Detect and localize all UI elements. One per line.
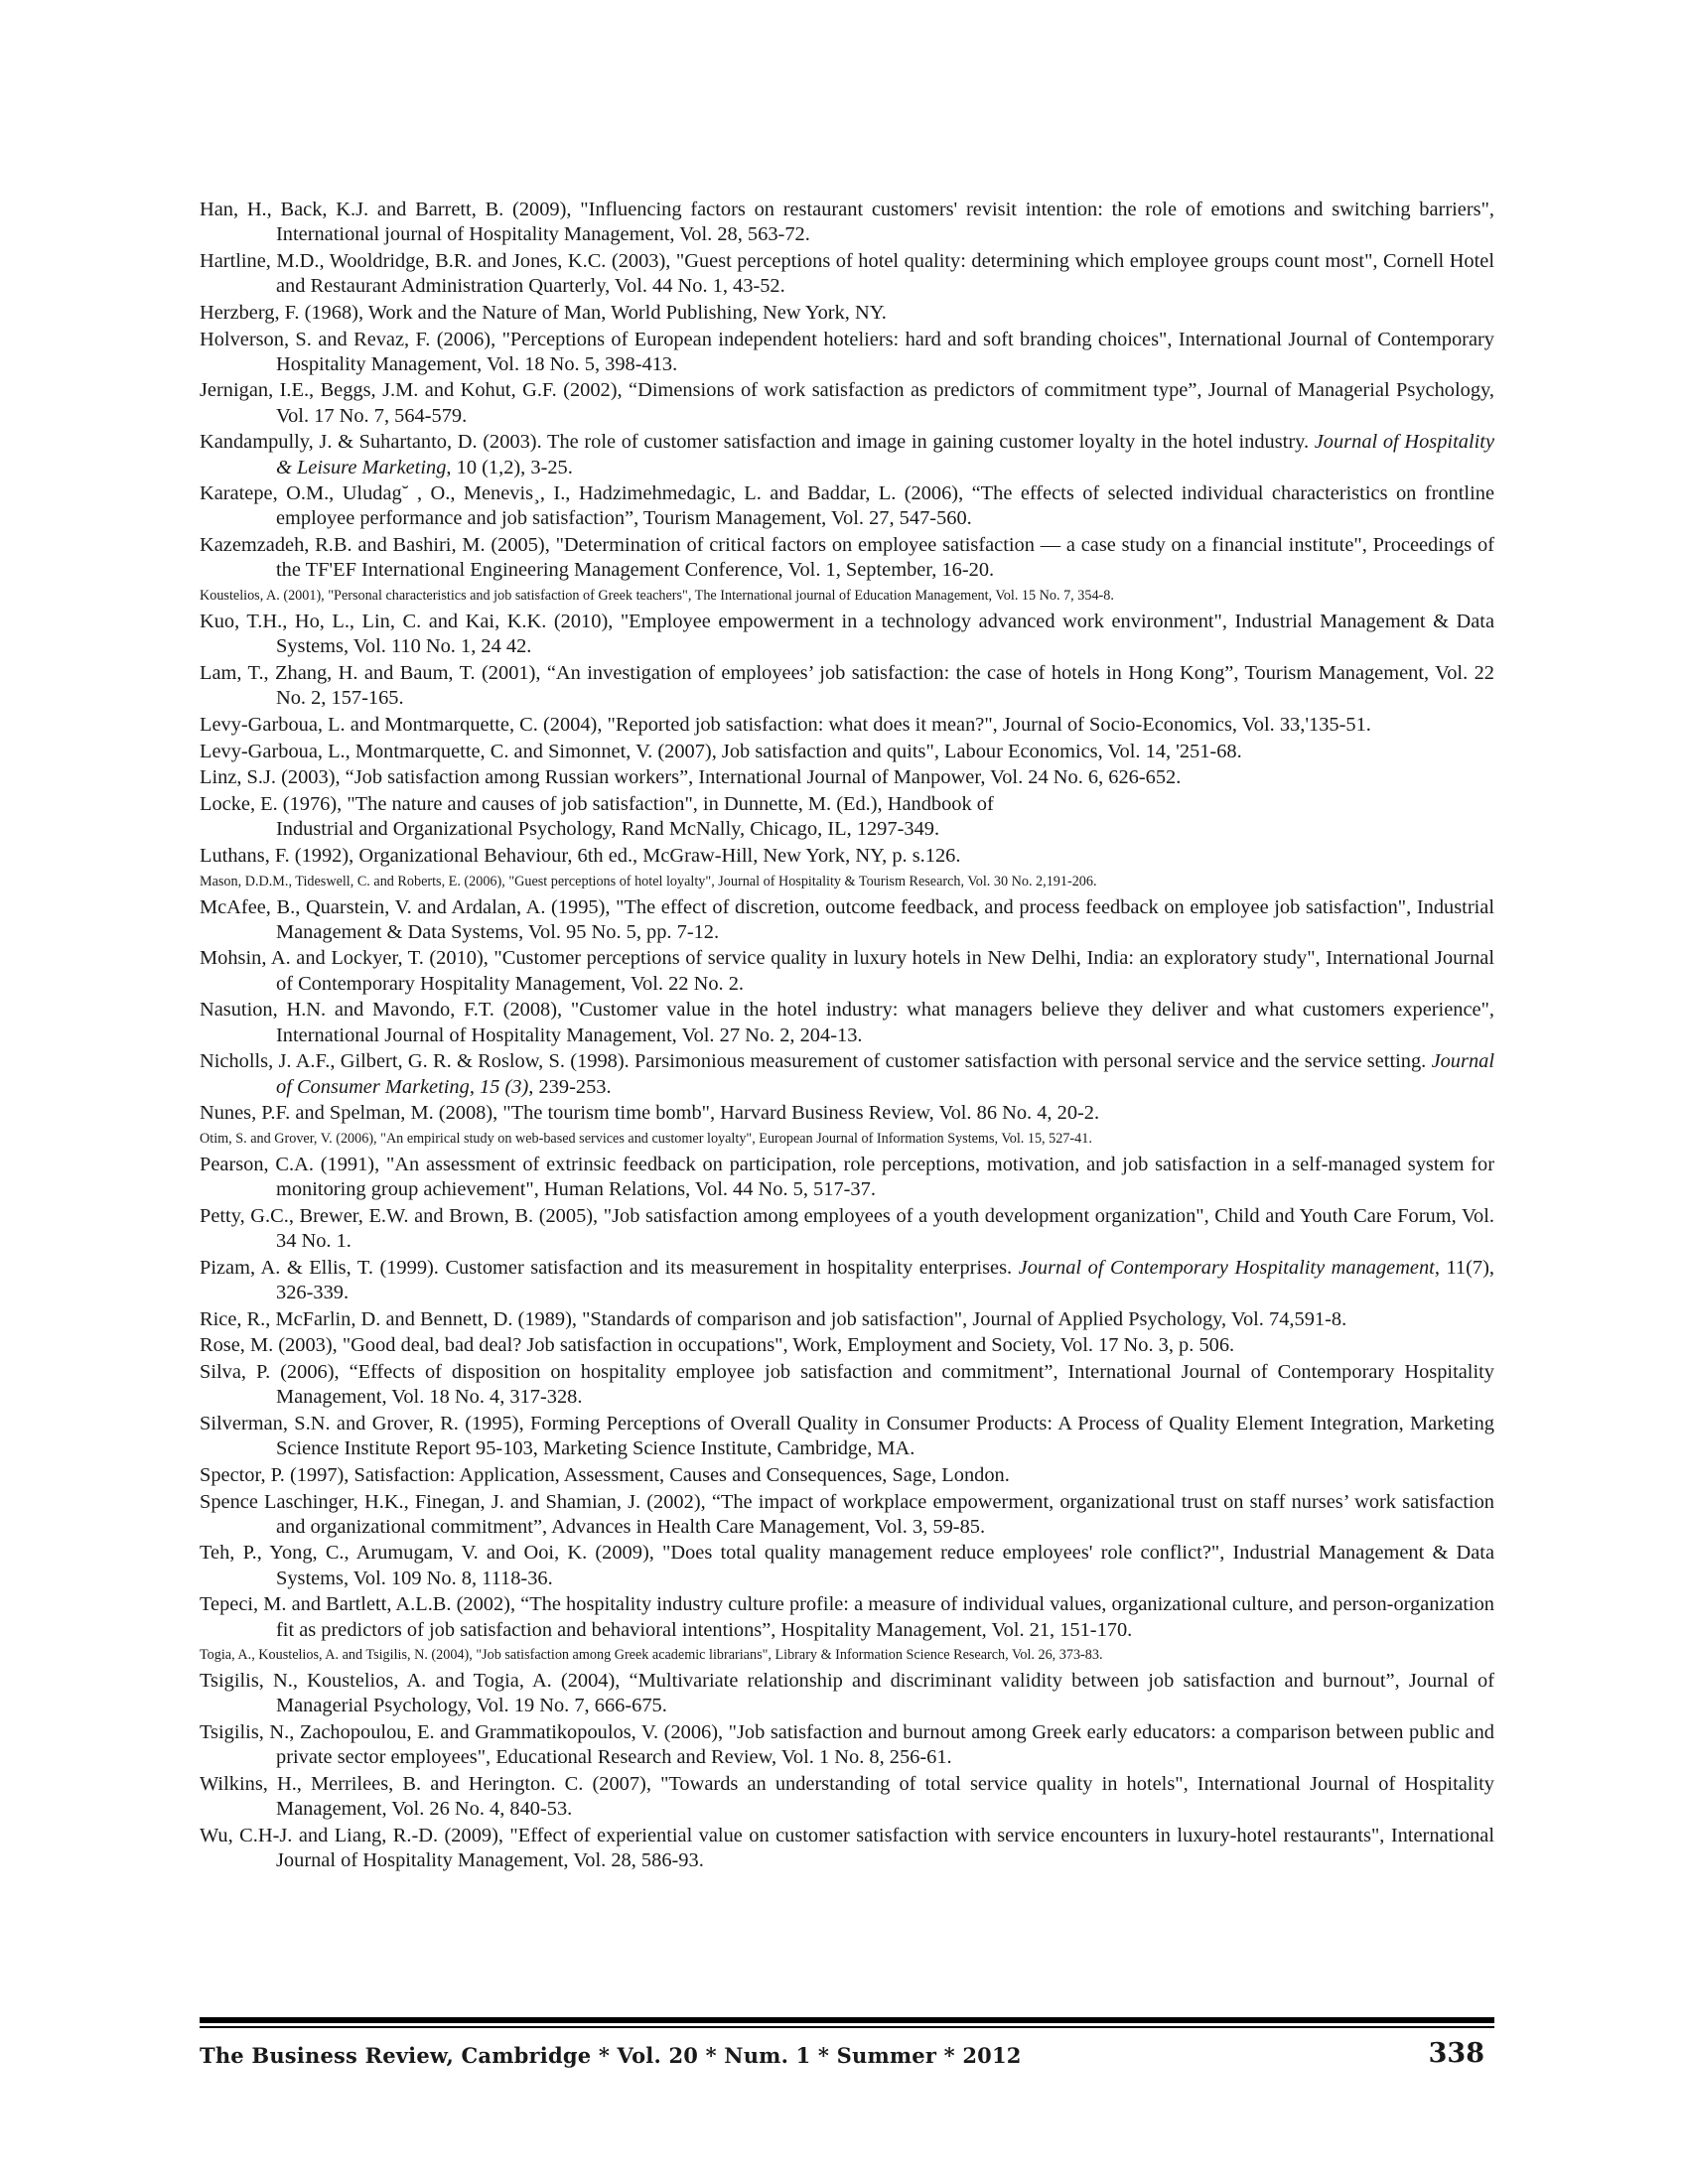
- reference-entry: [200, 585, 1494, 607]
- reference-entry: [200, 1541, 1494, 1590]
- reference-text: Spence Laschinger, H.K., Finegan, J. and Shamian, J. (2002), “The impact of workplace empowerment, organizational trust on staff nurses’ work satisfaction and organizational commitment”, Advances in Health Care Management, Vol. 3, 59-85.: [200, 1490, 1494, 1538]
- reference-text: Tepeci, M. and Bartlett, A.L.B. (2002), “The hospitality industry culture profile: a measure of individual values, organizational culture, and person-organization fit as predictors of job satisfaction and behavioral intentions”, Hospitality Management, Vol. 21, 151-170.: [200, 1593, 1494, 1641]
- reference-entry: [200, 1204, 1494, 1254]
- reference-entry: [200, 1644, 1494, 1666]
- reference-text: Levy-Garboua, L. and Montmarquette, C. (2004), "Reported job satisfaction: what does it mean?", Journal of Socio-Economics, Vol. 33,'135-51.: [200, 713, 1371, 736]
- reference-text: Wilkins, H., Merrilees, B. and Herington. C. (2007), "Towards an understanding of total service quality in hotels", International Journal of Hospitality Management, Vol. 26 No. 4, 840-53.: [200, 1773, 1494, 1821]
- reference-entry: [200, 895, 1494, 945]
- reference-journal-italic: Journal of Consumer Marketing, 15 (3): [276, 1050, 1494, 1098]
- reference-text: Linz, S.J. (2003), “Job satisfaction among Russian workers”, International Journal of Manpower, Vol. 24 No. 6, 626-652.: [200, 766, 1182, 789]
- reference-text: Herzberg, F. (1968), Work and the Nature of Man, World Publishing, New York, NY.: [200, 301, 887, 324]
- reference-text-tail: , 10 (1,2), 3-25.: [446, 456, 573, 478]
- reference-text: Tsigilis, N., Koustelios, A. and Togia, A. (2004), “Multivariate relationship and discriminant validity between job satisfaction and burnout”, Journal of Managerial Psychology, Vol. 19 No. 7, 666-675.: [200, 1670, 1494, 1717]
- reference-text: Mohsin, A. and Lockyer, T. (2010), "Customer perceptions of service quality in luxury hotels in New Delhi, India: an exploratory study", International Journal of Contemporary Hospitality Management, Vol. 22 No. 2.: [200, 947, 1494, 995]
- reference-entry: [200, 1333, 1494, 1358]
- reference-entry: [200, 1307, 1494, 1332]
- reference-list: [200, 198, 1494, 1875]
- reference-text: Nunes, P.F. and Spelman, M. (2008), "The tourism time bomb", Harvard Business Review, Vol. 86 No. 4, 20-2.: [200, 1102, 1100, 1125]
- reference-entry: [200, 1049, 1494, 1099]
- reference-text: Levy-Garboua, L., Montmarquette, C. and Simonnet, V. (2007), Job satisfaction and quits", Labour Economics, Vol. 14, '251-68.: [200, 740, 1242, 762]
- reference-text: Hartline, M.D., Wooldridge, B.R. and Jones, K.C. (2003), "Guest perceptions of hotel quality: determining which employee groups count most", Cornell Hotel and Restaurant Administration Quarterly, Vol. 44 No. 1, 43-52.: [200, 249, 1494, 298]
- reference-text: Silverman, S.N. and Grover, R. (1995), Forming Perceptions of Overall Quality in Consumer Products: A Process of Quality Element Integration, Marketing Science Institute Report 95-103, Marketing Science Institute, Cambridge, MA.: [200, 1412, 1494, 1460]
- page-number: 338: [1428, 2038, 1484, 2069]
- reference-entry: [200, 1360, 1494, 1410]
- reference-entry: [200, 1772, 1494, 1822]
- footer-journal-title: The Business Review, Cambridge * Vol. 20 * Num. 1 * Summer * 2012: [200, 2043, 1022, 2068]
- reference-entry: [200, 1720, 1494, 1770]
- reference-entry: [200, 1490, 1494, 1540]
- reference-text: Locke, E. (1976), "The nature and causes of job satisfaction", in Dunnette, M. (Ed.), Handbook of: [200, 792, 994, 815]
- reference-entry: [200, 1824, 1494, 1873]
- reference-entry: [200, 661, 1494, 711]
- reference-text: Kandampully, J. & Suhartanto, D. (2003). The role of customer satisfaction and image in gaining customer loyalty in the hotel industry.: [200, 431, 1315, 454]
- reference-entry: [200, 1412, 1494, 1461]
- reference-text: Nasution, H.N. and Mavondo, F.T. (2008), "Customer value in the hotel industry: what managers believe they deliver and what customers experience", International Journal of Hospitality Management, Vol. 27 No. 2, 204-13.: [200, 999, 1494, 1046]
- reference-entry: [200, 998, 1494, 1047]
- reference-entry: [200, 533, 1494, 583]
- reference-entry: [200, 792, 1494, 842]
- reference-entry: [200, 871, 1494, 892]
- reference-text: Jernigan, I.E., Beggs, J.M. and Kohut, G.F. (2002), “Dimensions of work satisfaction as predictors of commitment type”, Journal of Managerial Psychology, Vol. 17 No. 7, 564-579.: [200, 379, 1494, 427]
- footer-rule-thin: [200, 2026, 1494, 2028]
- reference-text: Karatepe, O.M., Uludag˘ , O., Menevis¸, I., Hadzimehmedagic, L. and Baddar, L. (2006), “The effects of selected individual characteristics on frontline employee performance and job satisfaction”, Tourism Management, Vol. 27, 547-560.: [200, 482, 1494, 530]
- reference-text: Wu, C.H-J. and Liang, R.-D. (2009), "Effect of experiential value on customer satisfaction with service encounters in luxury-hotel restaurants", International Journal of Hospitality Management, Vol. 28, 586-93.: [200, 1824, 1494, 1872]
- reference-text: Pearson, C.A. (1991), "An assessment of extrinsic feedback on participation, role perceptions, motivation, and job satisfaction in a self-managed system for monitoring group achievement", Human Relations, Vol. 44 No. 5, 517-37.: [200, 1153, 1494, 1201]
- reference-entry: [200, 1669, 1494, 1718]
- reference-entry: [200, 946, 1494, 996]
- reference-text: Spector, P. (1997), Satisfaction: Application, Assessment, Causes and Consequences, Sage, London.: [200, 1463, 1010, 1486]
- reference-entry: [200, 765, 1494, 790]
- reference-entry: [200, 1101, 1494, 1126]
- reference-text: Rice, R., McFarlin, D. and Bennett, D. (1989), "Standards of comparison and job satisfaction", Journal of Applied Psychology, Vol. 74,591-8.: [200, 1307, 1347, 1330]
- reference-text: Tsigilis, N., Zachopoulou, E. and Grammatikopoulos, V. (2006), "Job satisfaction and burnout among Greek early educators: a comparison between public and private sector employees", Educational Research and Review, Vol. 1 No. 8, 256-61.: [200, 1721, 1494, 1769]
- reference-text-tail: , 11(7), 326-339.: [276, 1256, 1494, 1303]
- reference-text: Kazemzadeh, R.B. and Bashiri, M. (2005), "Determination of critical factors on employee satisfaction — a case study on a financial institute", Proceedings of the TF'EF International Engineering Management Conference, Vol. 1, September, 16-20.: [200, 534, 1494, 582]
- reference-text: Mason, D.D.M., Tideswell, C. and Roberts, E. (2006), "Guest perceptions of hotel loyalty", Journal of Hospitality & Tourism Research, Vol. 30 No. 2,191-206.: [200, 873, 1097, 889]
- reference-entry: [200, 610, 1494, 659]
- reference-entry: [200, 1128, 1494, 1150]
- reference-journal-italic: Journal of Contemporary Hospitality management: [1018, 1256, 1435, 1279]
- reference-entry: [200, 1153, 1494, 1202]
- reference-text: Kuo, T.H., Ho, L., Lin, C. and Kai, K.K. (2010), "Employee empowerment in a technology advanced work environment", Industrial Management & Data Systems, Vol. 110 No. 1, 24 42.: [200, 611, 1494, 658]
- reference-text: Luthans, F. (1992), Organizational Behaviour, 6th ed., McGraw-Hill, New York, NY, p. s.126.: [200, 844, 961, 867]
- reference-entry: [200, 198, 1494, 247]
- reference-entry: [200, 1463, 1494, 1488]
- reference-entry: [200, 378, 1494, 428]
- reference-entry: [200, 713, 1494, 738]
- reference-text: Togia, A., Koustelios, A. and Tsigilis, N. (2004), "Job satisfaction among Greek academic librarians", Library & Information Science Research, Vol. 26, 373-83.: [200, 1647, 1103, 1664]
- reference-entry: [200, 1256, 1494, 1305]
- reference-entry: [200, 481, 1494, 531]
- reference-text: Teh, P., Yong, C., Arumugam, V. and Ooi, K. (2009), "Does total quality management reduce employees' role conflict?", Industrial Management & Data Systems, Vol. 109 No. 8, 1118-36.: [200, 1542, 1494, 1589]
- reference-text-tail: , 239-253.: [528, 1075, 612, 1098]
- reference-text-continuation: Industrial and Organizational Psychology, Rand McNally, Chicago, IL, 1297-349.: [276, 818, 940, 841]
- reference-text: Han, H., Back, K.J. and Barrett, B. (2009), "Influencing factors on restaurant customers' revisit intention: the role of emotions and switching barriers", International journal of Hospitality Management, Vol. 28, 563-72.: [200, 199, 1494, 246]
- reference-text: Nicholls, J. A.F., Gilbert, G. R. & Roslow, S. (1998). Parsimonious measurement of customer satisfaction with personal service and the service setting.: [200, 1050, 1432, 1073]
- reference-entry: [200, 740, 1494, 764]
- reference-entry: [200, 328, 1494, 377]
- reference-entry: [200, 430, 1494, 479]
- reference-entry: [200, 844, 1494, 869]
- reference-text: Lam, T., Zhang, H. and Baum, T. (2001), “An investigation of employees’ job satisfaction: the case of hotels in Hong Kong”, Tourism Management, Vol. 22 No. 2, 157-165.: [200, 661, 1494, 710]
- reference-journal-italic: Journal of Hospitality & Leisure Marketing: [276, 431, 1494, 478]
- reference-text: McAfee, B., Quarstein, V. and Ardalan, A. (1995), "The effect of discretion, outcome feedback, and process feedback on employee job satisfaction", Industrial Management & Data Systems, Vol. 95 No. 5, pp. 7-12.: [200, 895, 1494, 943]
- reference-text: Otim, S. and Grover, V. (2006), "An empirical study on web-based services and customer loyalty", European Journal of Information Systems, Vol. 15, 527-41.: [200, 1130, 1092, 1147]
- reference-entry: [200, 301, 1494, 326]
- reference-text: Petty, G.C., Brewer, E.W. and Brown, B. (2005), "Job satisfaction among employees of a youth development organization", Child and Youth Care Forum, Vol. 34 No. 1.: [200, 1204, 1494, 1253]
- reference-text: Holverson, S. and Revaz, F. (2006), "Perceptions of European independent hoteliers: hard and soft branding choices", International Journal of Contemporary Hospitality Management, Vol. 18 No. 5, 398-413.: [200, 328, 1494, 375]
- reference-entry: [200, 249, 1494, 299]
- reference-text: Silva, P. (2006), “Effects of disposition on hospitality employee job satisfaction and commitment”, International Journal of Contemporary Hospitality Management, Vol. 18 No. 4, 317-328.: [200, 1361, 1494, 1409]
- reference-text: Koustelios, A. (2001), "Personal characteristics and job satisfaction of Greek teachers", The International journal of Education Management, Vol. 15 No. 7, 354-8.: [200, 588, 1114, 605]
- footer-rule-thick: [200, 2017, 1494, 2023]
- reference-text: Pizam, A. & Ellis, T. (1999). Customer satisfaction and its measurement in hospitality enterprises.: [200, 1256, 1019, 1279]
- reference-entry: [200, 1592, 1494, 1642]
- reference-text: Rose, M. (2003), "Good deal, bad deal? Job satisfaction in occupations", Work, Employment and Society, Vol. 17 No. 3, p. 506.: [200, 1334, 1235, 1357]
